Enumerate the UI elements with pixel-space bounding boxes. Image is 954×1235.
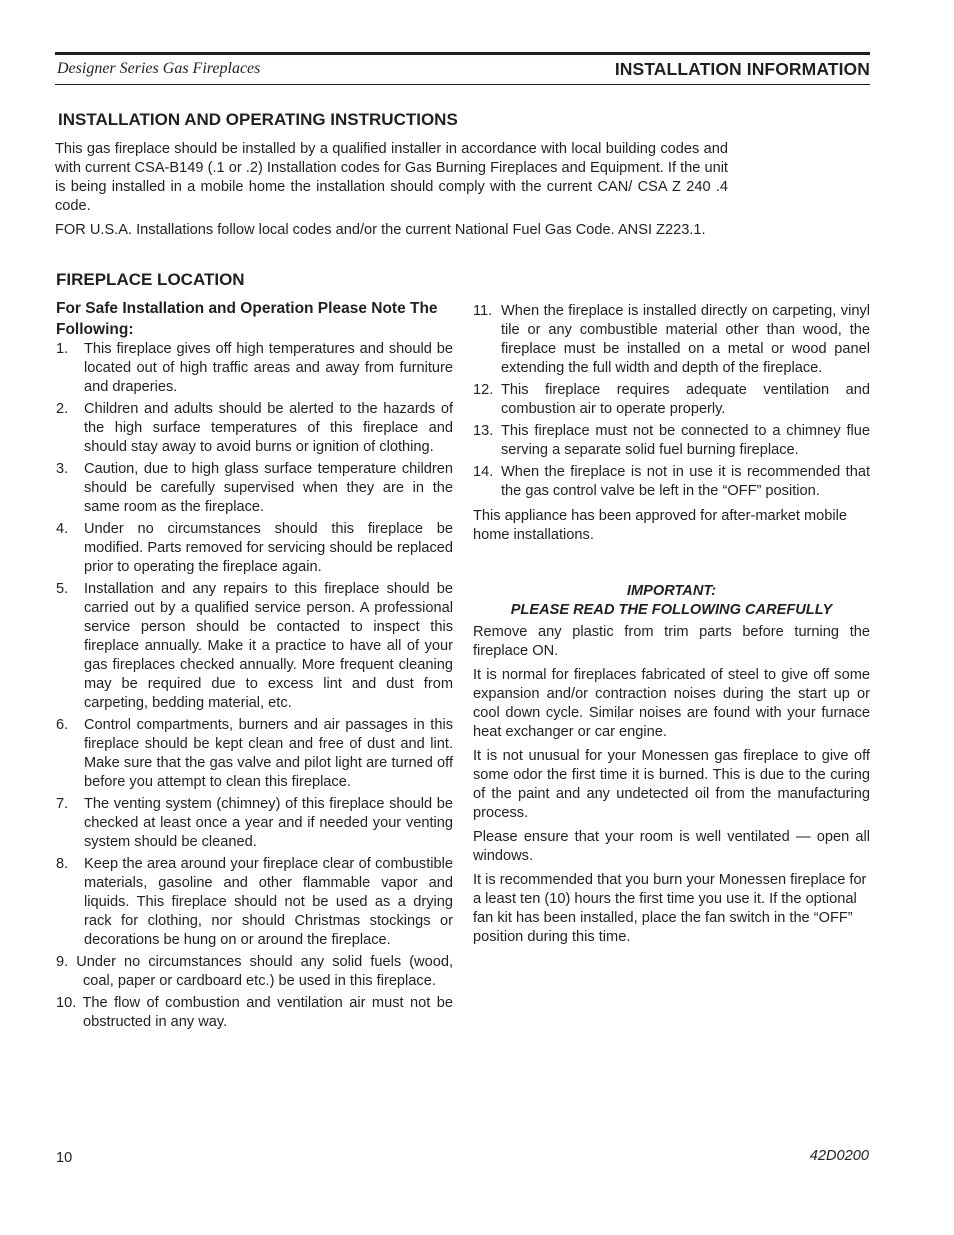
install-paragraph-1: This gas fireplace should be installed by a qualified installer in accordance with local building codes and with current CSA-B149 (.1 or .2) Installation codes for Gas Burning Fireplaces and Equipment. If the unit is being installed in a mobile home the installation should comply with the current CAN/ CSA Z 240 .4 code.	[55, 141, 728, 214]
list-item: 14. When the fireplace is not in use it is recommended that the gas control valve be left in the “OFF” position.	[473, 464, 870, 499]
important-paragraph: Remove any plastic from trim parts before turning the fireplace ON.	[473, 624, 870, 659]
important-paragraph: It is not unusual for your Monessen gas fireplace to give off some odor the first time it is burned. This is due to the curing of the paint and any undetected oil from the manufacturing process.	[473, 748, 870, 821]
header-rule-top	[55, 52, 870, 55]
list-item: 1. This fireplace gives off high temperatures and should be located out of high traffic areas and away from furniture and draperies.	[56, 341, 453, 395]
safety-list-right	[473, 302, 870, 501]
list-item: 10. The flow of combustion and ventilation air must not be obstructed in any way.	[56, 995, 453, 1030]
install-heading: INSTALLATION AND OPERATING INSTRUCTIONS	[58, 110, 458, 129]
mobile-home-note: This appliance has been approved for after-market mobile home installations.	[473, 508, 847, 543]
list-item: 5. Installation and any repairs to this fireplace should be carried out by a qualified service person. A professional service person should be contacted to inspect this fireplace annually. Make it a practice to have all of your gas fireplaces checked annually. More frequent cleaning may be required due to excess lint and dust from carpeting, bedding material, etc.	[56, 581, 453, 711]
list-item: 3. Caution, due to high glass surface temperature children should be carefully supervised when they are in the same room as the fireplace.	[56, 461, 453, 515]
important-paragraph: It is recommended that you burn your Monessen fireplace for a least ten (10) hours the first time you use it. If the optional fan kit has been installed, place the fan switch in the “OFF” position during this time.	[473, 872, 867, 945]
page-number: 10	[56, 1150, 73, 1166]
document-code: 42D0200	[809, 1148, 869, 1164]
important-paragraph: Please ensure that your room is well ventilated — open all windows.	[473, 829, 870, 864]
list-item: 4. Under no circumstances should this fireplace be modified. Parts removed for servicing should be replaced prior to operating the fireplace again.	[56, 521, 453, 575]
install-paragraph-2: FOR U.S.A. Installations follow local codes and/or the current National Fuel Gas Code. ANSI Z223.1.	[55, 222, 706, 238]
safety-list-left	[56, 340, 453, 1032]
header-rule-bottom	[55, 84, 870, 85]
important-paragraph: It is normal for fireplaces fabricated of steel to give off some expansion and/or contraction noises during the start up or cool down cycle. Similar noises are found with your furnace heat exchanger or car engine.	[473, 667, 870, 740]
important-heading: IMPORTANT: PLEASE READ THE FOLLOWING CAREFULLY	[510, 583, 833, 618]
section-title: INSTALLATION INFORMATION	[614, 59, 870, 79]
list-item: 13. This fireplace must not be connected to a chimney flue serving a separate solid fuel burning fireplace.	[473, 423, 870, 458]
install-intro	[55, 140, 728, 245]
list-item: 8. Keep the area around your fireplace clear of combustible materials, gasoline and other flammable vapor and liquids. This fireplace should not be used as a drying rack for clothing, nor should Christmas stockings or decorations be hung on or around the fireplace.	[56, 856, 453, 948]
series-title: Designer Series Gas Fireplaces	[57, 60, 261, 77]
list-item: 11. When the fireplace is installed directly on carpeting, vinyl tile or any combustible material other than wood, the fireplace must be installed on a metal or wood panel extending the full width and depth of the fireplace.	[473, 303, 870, 376]
left-column	[56, 298, 453, 1035]
right-column	[473, 302, 870, 952]
list-item: 7. The venting system (chimney) of this fireplace should be checked at least once a year and if needed your venting system should be cleaned.	[56, 796, 453, 850]
list-item: 6. Control compartments, burners and air passages in this fireplace should be kept clean and free of dust and lint. Make sure that the gas valve and pilot light are turned off before you attempt to clean this fireplace.	[56, 717, 453, 790]
list-item: 12. This fireplace requires adequate ventilation and combustion air to operate properly.	[473, 382, 870, 417]
list-item: 9. Under no circumstances should any solid fuels (wood, coal, paper or cardboard etc.) be used in this fireplace.	[56, 954, 453, 989]
safety-subheading: For Safe Installation and Operation Please Note The Following:	[56, 300, 438, 338]
location-heading: FIREPLACE LOCATION	[56, 270, 245, 289]
list-item: 2. Children and adults should be alerted to the hazards of the high surface temperatures of this fireplace and should stay away to avoid burns or ignition of clothing.	[56, 401, 453, 455]
